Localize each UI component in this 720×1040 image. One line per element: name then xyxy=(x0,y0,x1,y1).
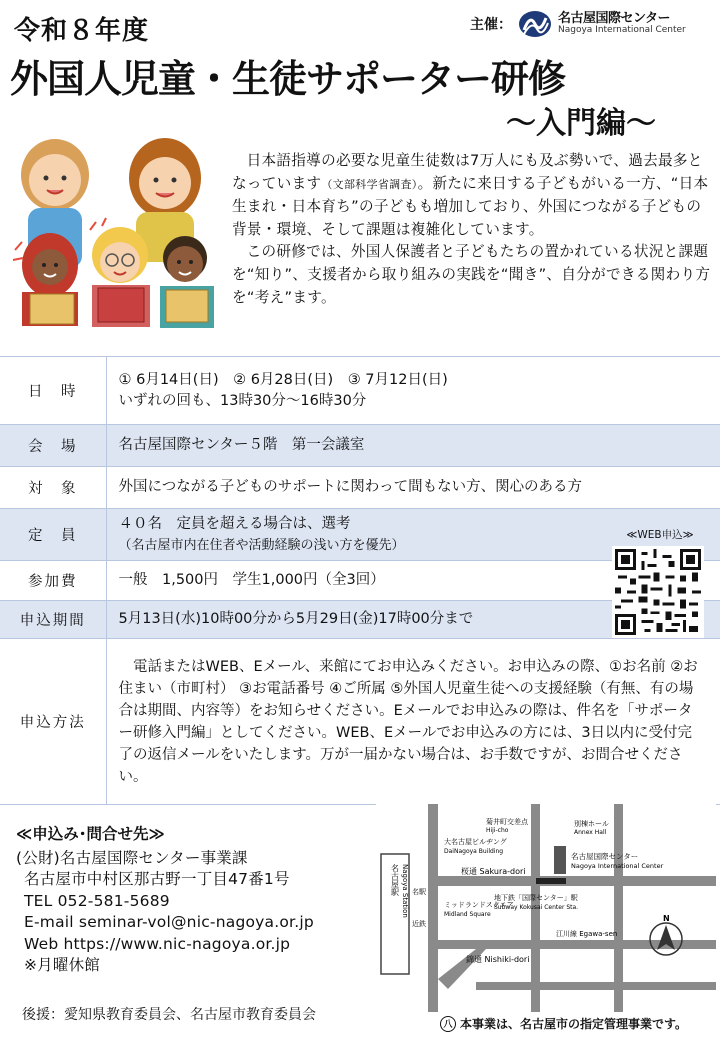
contact-heading: ≪申込み･問合せ先≫ xyxy=(16,825,165,843)
map-nic-en: Nagoya International Center xyxy=(571,862,664,870)
map-subway: 地下鉄「国際センター」駅 xyxy=(494,894,578,902)
row-venue xyxy=(0,425,720,467)
web-apply-qr[interactable] xyxy=(612,527,708,642)
fee-value: 一般 1,500円 学生1,000円（全3回） xyxy=(106,561,720,601)
contact-org: (公財)名古屋国際センター事業課 xyxy=(16,849,248,867)
map-hiji-cho: 菊井町交差点 xyxy=(486,818,528,826)
period-value: 5月13日(水)10時00分から5月29日(金)17時00分まで xyxy=(106,601,720,639)
org-name-en: Nagoya International Center xyxy=(558,25,686,36)
map-midland-en: Midland Square xyxy=(444,911,491,918)
sponsor xyxy=(470,10,686,38)
map-subway-station xyxy=(536,878,566,884)
page-subtitle: ～入門編～ xyxy=(506,106,656,141)
map-kintetsu: 近鉄 xyxy=(412,920,426,928)
intro-p1-a: 日本語指導の必要な児童生徒数は7万人にも及ぶ勢いで、過去最多となっています xyxy=(232,152,703,192)
access-map xyxy=(376,804,716,1012)
capacity-label: 定 員 xyxy=(0,509,106,561)
org-name-ja: 名古屋国際センター xyxy=(558,11,670,27)
intro-p1-source: （文部科学省調査） xyxy=(321,177,418,191)
map-annex-en: Annex Hall xyxy=(574,829,607,836)
map-nishiki-dori: 錦通 Nishiki-dori xyxy=(466,955,530,964)
row-date xyxy=(0,357,720,425)
capacity-note: （名古屋市内在住者や活動経験の浅い方を優先） xyxy=(118,537,405,553)
contact-block xyxy=(16,822,386,976)
nic-logo-icon xyxy=(518,10,552,38)
support-organizations: 後援：愛知県教育委員会、名古屋市教育委員会 xyxy=(22,1007,316,1023)
method-label: 申込方法 xyxy=(0,639,106,805)
org-name xyxy=(558,12,686,35)
map-nic-building xyxy=(554,846,566,874)
sponsor-label: 主催： xyxy=(470,17,512,33)
row-target xyxy=(0,467,720,509)
date-value-cell xyxy=(106,357,720,425)
map-sakura-dori: 桜通 Sakura-dori xyxy=(461,867,526,876)
intro-text xyxy=(232,150,712,309)
contact-web[interactable]: Web https://www.nic-nagoya.or.jp xyxy=(24,934,291,953)
map-station-en: Nagoya Station xyxy=(401,864,409,918)
map-dainagoya: 大名古屋ビルヂング xyxy=(444,838,507,846)
fee-label: 参加費 xyxy=(0,561,106,601)
map-midland: ミッドランドスクエア xyxy=(444,901,514,909)
map-meieki: 名駅 xyxy=(412,888,426,896)
map-subway-en: Subway Kokusai Center Sta. xyxy=(494,904,579,911)
compass-n: N xyxy=(663,914,670,923)
page-title: 外国人児童・生徒サポーター研修 xyxy=(10,57,566,101)
qr-label: ≪WEB申込≫ xyxy=(626,529,694,541)
capacity-value: ４０名 定員を超える場合は、選考 xyxy=(118,515,351,532)
contact-closed: ※月曜休館 xyxy=(24,956,100,975)
date-value: ① 6月14日(日) ② 6月28日(日) ③ 7月12日(日) xyxy=(118,371,448,388)
date-label: 日 時 xyxy=(0,357,106,425)
intro-paragraph-2: この研修では、外国人保護者と子どもたちの置かれている状況と課題を“知り”、支援者から取り組みの実践を“聞き”、自分ができる関わり方を“考え”ます。 xyxy=(232,243,711,306)
map-egawa: 江川線 Egawa-sen xyxy=(556,930,618,938)
year-label: 令和８年度 xyxy=(14,16,150,46)
map-station: 名古屋駅 xyxy=(390,864,400,896)
qr-code-icon[interactable] xyxy=(612,546,704,638)
contact-address: 名古屋市中村区那古野一丁目47番1号 xyxy=(24,870,290,889)
child-figure-glasses xyxy=(92,227,150,327)
map-nic: 名古屋国際センター xyxy=(571,852,639,861)
target-value: 外国につながる子どものサポートに関わって間もない方、関心のある方 xyxy=(106,467,720,509)
period-label: 申込期間 xyxy=(0,601,106,639)
intro-p1-b: 。新たに来日する子どもがいる一方、“日本生まれ・日本育ち”の子どもも増加しており、外国につながる子どもの背景・環境、そして課題は複雑化しています。 xyxy=(232,174,709,238)
footer-text: 本事業は、名古屋市の指定管理事業です。 xyxy=(460,1017,688,1031)
child-figure-hijab xyxy=(22,233,78,326)
contact-email[interactable]: E-mail seminar-vol@nic-nagoya.or.jp xyxy=(24,913,314,932)
method-value: 電話またはWEB、Eメール、来館にてお申込みください。お申込みの際、①お名前 ②お住まい（市町村） ③お電話番号 ④ご所属 ⑤外国人児童生徒への支援経験（有無、有の場合は期間、内容等）をお知らせください。Eメールでお申込みの際は、件名を「サポーター研修入門編」としてください。WEB、Eメールでお申込みの方には、3日以内に受付完了の返信メールをいたします。万が一届かない場合は、お手数ですが、お問合せください。 xyxy=(106,639,720,805)
nagoya-city-mark-icon: 八 xyxy=(440,1016,456,1032)
map-hiji-cho-en: Hiji-cho xyxy=(486,827,509,834)
venue-value: 名古屋国際センター５階 第一会議室 xyxy=(106,425,720,467)
child-figure-boy xyxy=(160,236,214,328)
date-time: いずれの回も、13時30分～16時30分 xyxy=(118,392,367,409)
target-label: 対 象 xyxy=(0,467,106,509)
venue-label: 会 場 xyxy=(0,425,106,467)
row-method xyxy=(0,639,720,805)
footer-note xyxy=(440,1015,687,1032)
map-dainagoya-en: DaiNagoya Building xyxy=(444,848,504,855)
children-reading-illustration xyxy=(10,130,225,335)
map-annex: 別棟ホール xyxy=(574,820,609,828)
intro-paragraph-1 xyxy=(232,150,712,241)
contact-tel[interactable]: TEL 052-581-5689 xyxy=(24,891,170,910)
